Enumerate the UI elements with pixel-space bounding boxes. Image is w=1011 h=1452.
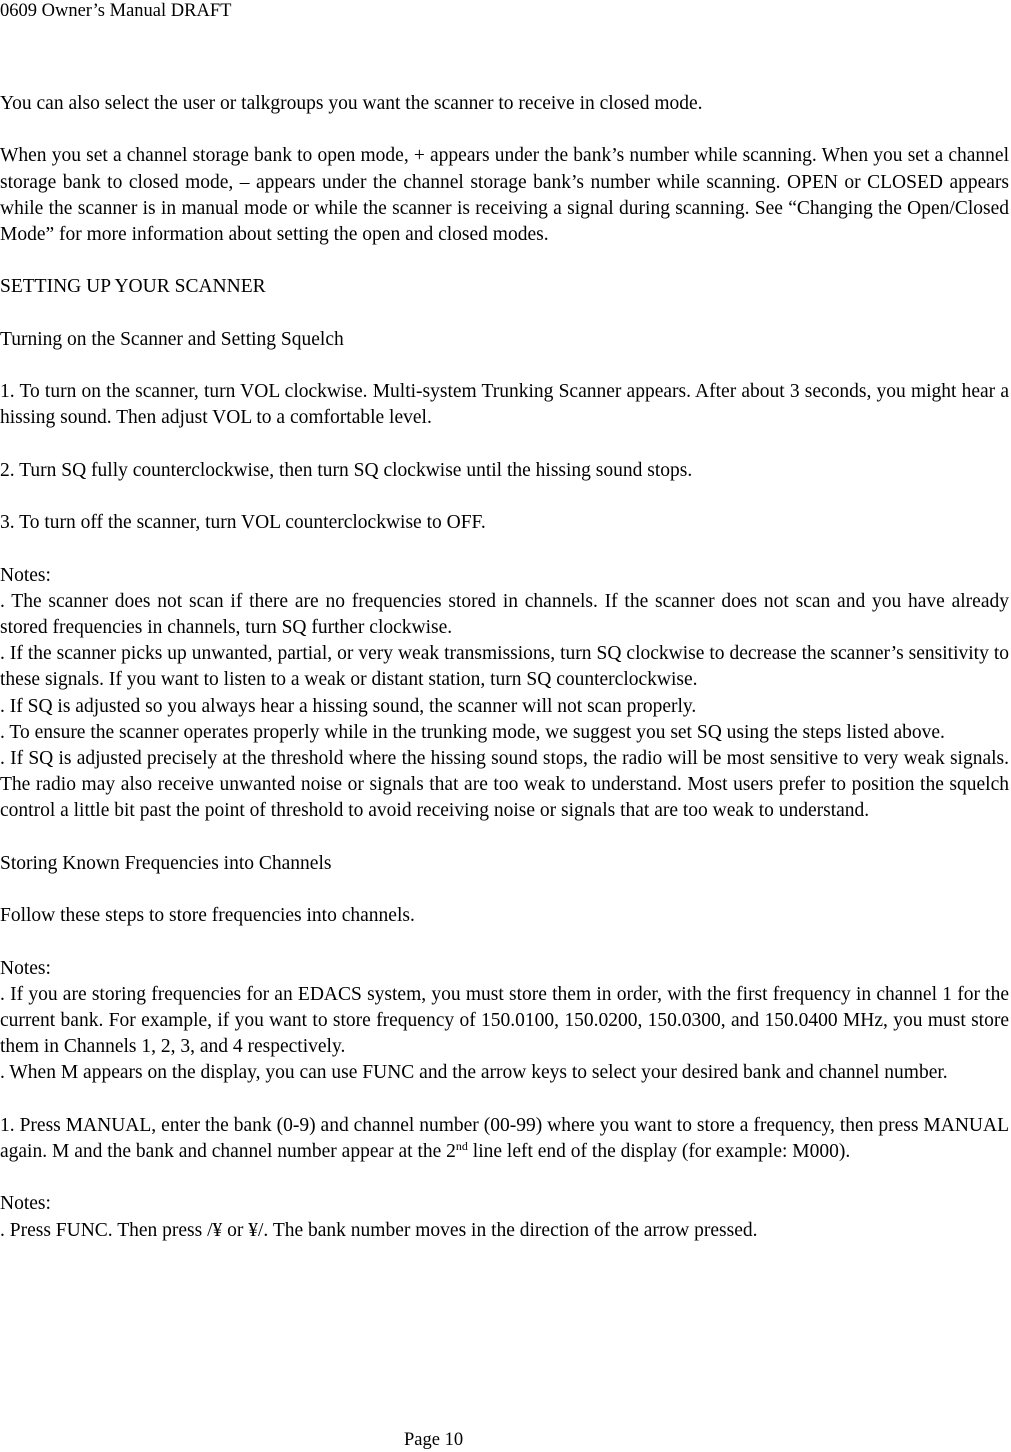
page-header: 0609 Owner’s Manual DRAFT: [0, 1, 232, 21]
note-item: . When M appears on the display, you can use FUNC and the arrow keys to select your desired bank and channel number.: [0, 1062, 948, 1084]
note-item: . If you are storing frequencies for an EDACS system, you must store them in order, with the first frequency in channel 1 for the current bank. For example, if you want to store frequency of 150.0100, 150.0200, 150.0300, and 150.0400 MHz, you must store them in Channels 1, 2, 3, and 4 respectively.: [0, 983, 1009, 1058]
note-item: . The scanner does not scan if there are no frequencies stored in channels. If the scanner does not scan and you have already stored frequencies in channels, turn SQ further clockwise.: [0, 590, 1009, 638]
step-1-turn-on: 1. To turn on the scanner, turn VOL clockwise. Multi-system Trunking Scanner appears. After about 3 seconds, you might hear a hissing sound. Then adjust VOL to a comfortable level.: [0, 381, 1009, 429]
note-item: . If SQ is adjusted precisely at the threshold where the hissing sound stops, the radio will be most sensitive to very weak signals. The radio may also receive unwanted noise or signals that are too weak to understand. Most users prefer to position the squelch control a little bit past the point of threshold to avoid receiving noise or signals that are too weak to understand.: [0, 747, 1009, 822]
notes-label: Notes:: [0, 1193, 51, 1215]
section-heading-setup: SETTING UP YOUR SCANNER: [0, 276, 266, 298]
subsection-heading-storing: Storing Known Frequencies into Channels: [0, 852, 332, 874]
subsection-heading-turning-on: Turning on the Scanner and Setting Squelch: [0, 328, 344, 350]
notes-label: Notes:: [0, 957, 51, 979]
store-step-1-text-end: line left end of the display (for example: M000).: [467, 1140, 851, 1162]
note-item: . To ensure the scanner operates properly while in the trunking mode, we suggest you set SQ using the steps listed above.: [0, 721, 945, 743]
step-2-squelch: 2. Turn SQ fully counterclockwise, then turn SQ clockwise until the hissing sound stops.: [0, 459, 693, 481]
step-3-turn-off: 3. To turn off the scanner, turn VOL counterclockwise to OFF.: [0, 512, 486, 534]
paragraph-open-closed: When you set a channel storage bank to open mode, + appears under the bank’s number while scanning. When you set a channel storage bank to closed mode, – appears under the channel storage bank’s number while scanning. OPEN or CLOSED appears while the scanner is in manual mode or while the scanner is receiving a signal during scanning. See “Changing the Open/Closed Mode” for more information about setting the open and closed modes.: [0, 145, 1009, 245]
store-step-1: [0, 1113, 1009, 1165]
paragraph-follow-steps: Follow these steps to store frequencies into channels.: [0, 905, 415, 927]
notes-label: Notes:: [0, 564, 51, 586]
page-number: Page 10: [404, 1430, 464, 1450]
note-item: . If SQ is adjusted so you always hear a hissing sound, the scanner will not scan properly.: [0, 695, 697, 717]
store-step-1-text: 1. Press MANUAL, enter the bank (0-9) and channel number (00-99) where you want to store a frequency, then press MANUAL again. M and the bank and channel number appear at the 2: [0, 1114, 1009, 1162]
ordinal-suffix: nd: [455, 1138, 468, 1153]
note-item: . If the scanner picks up unwanted, partial, or very weak transmissions, turn SQ clockwise to decrease the scanner’s sensitivity to these signals. If you want to listen to a weak or distant station, turn SQ counterclockwise.: [0, 643, 1009, 691]
page-body: [0, 91, 1009, 1244]
paragraph-closed-mode: You can also select the user or talkgroups you want the scanner to receive in closed mode.: [0, 93, 703, 114]
note-item: . Press FUNC. Then press /¥ or ¥/. The bank number moves in the direction of the arrow pressed.: [0, 1219, 758, 1241]
